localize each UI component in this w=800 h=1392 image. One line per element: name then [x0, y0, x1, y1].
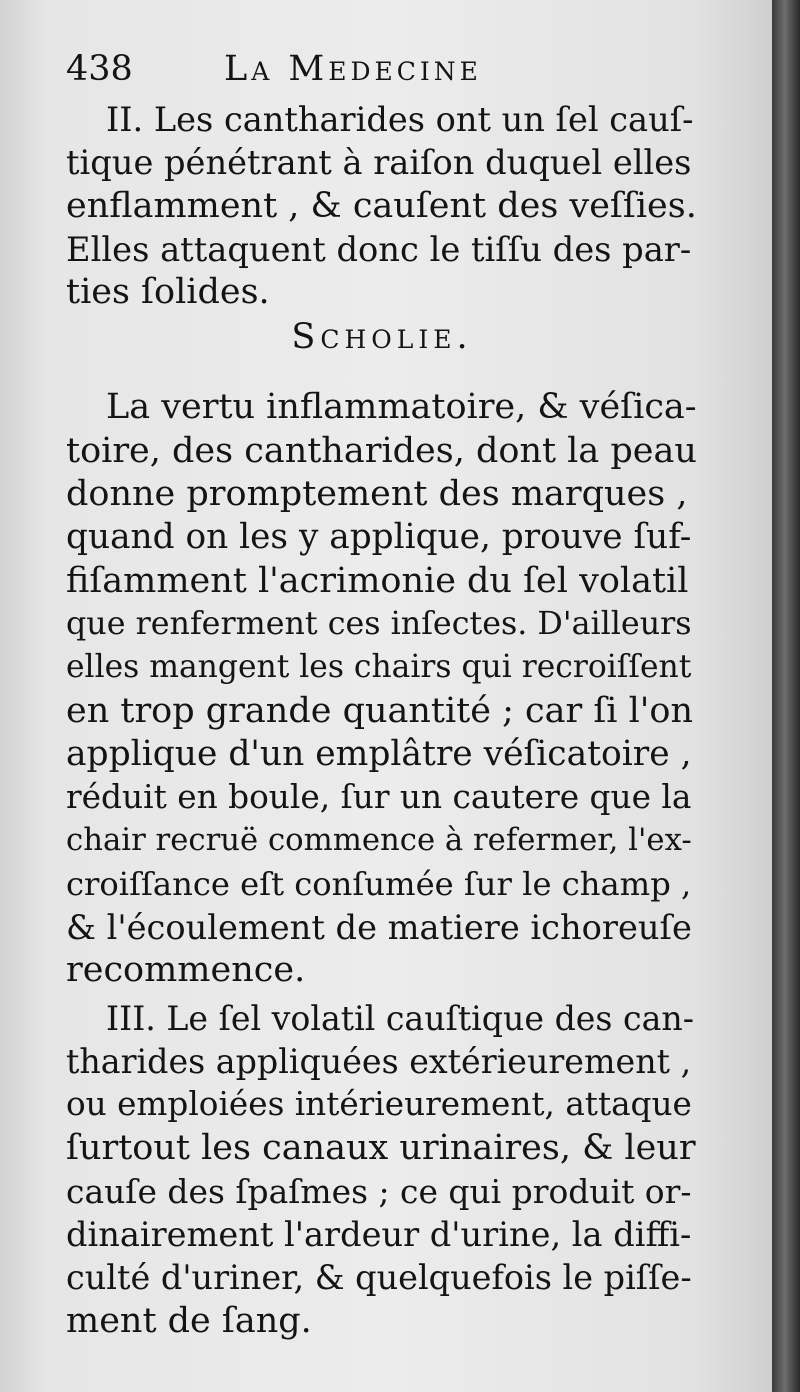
paragraph-scholie — [66, 386, 698, 992]
paragraph-iii — [66, 997, 698, 1343]
text-line: fiſamment l'acrimonie du ſel volatil — [66, 560, 689, 601]
text-line: enflamment , & cauſent des veſſies. — [66, 185, 697, 226]
text-line: en trop grande quantité ; car ſi l'on — [66, 690, 694, 731]
text-line: toire, des cantharides, dont la peau — [66, 430, 697, 471]
text-line: ſurtout les canaux urinaires, & leur — [66, 1127, 696, 1168]
text-line: chair recruë commence à refermer, l'ex- — [66, 822, 692, 859]
page-header — [66, 48, 698, 98]
paragraph-ii — [66, 98, 698, 314]
running-title: La Medecine — [224, 49, 482, 89]
text-line: réduit en boule, ſur un cautere que la — [66, 778, 692, 817]
text-line: II. Les cantharides ont un ſel cauſ- — [106, 100, 694, 139]
text-line: La vertu inflammatoire, & véſica- — [106, 387, 697, 428]
text-line: ou emploiées intérieurement, attaque — [66, 1085, 692, 1124]
text-line: tique pénétrant à raiſon duquel elles — [66, 143, 692, 183]
text-line: applique d'un emplâtre véſicatoire , — [66, 733, 692, 774]
text-line: III. Le ſel volatil cauſtique des can- — [106, 998, 694, 1038]
text-line: cauſe des ſpaſmes ; ce qui produit or- — [66, 1171, 692, 1211]
page-text — [66, 48, 698, 1343]
text-line: donne promptement des marques , — [66, 474, 688, 515]
book-gutter — [772, 0, 800, 1392]
text-line: Elles attaquent donc le tiſſu des par- — [66, 229, 692, 269]
text-line: elles mangent les chairs qui recroiſſent — [66, 649, 692, 686]
text-line: tharides appliquées extérieurement , — [66, 1041, 692, 1081]
text-line: ties ſolides. — [66, 272, 270, 313]
text-line: culté d'uriner, & quelquefois le piſſe- — [66, 1258, 692, 1298]
page-number: 438 — [66, 49, 133, 89]
text-line: ment de ſang. — [66, 1300, 312, 1341]
text-line: que renferment ces inſectes. D'ailleurs — [66, 605, 692, 642]
text-line: croiſſance eſt conſumée ſur le champ , — [66, 864, 692, 903]
scholie-heading: Scholie. — [291, 317, 473, 358]
text-line: recommence. — [66, 950, 306, 991]
text-line: dinairement l'ardeur d'urine, la diffi- — [66, 1215, 692, 1255]
text-line: quand on les y applique, prouve ſuf- — [66, 517, 692, 558]
text-line: & l'écoulement de matiere ichoreuſe — [66, 908, 692, 948]
